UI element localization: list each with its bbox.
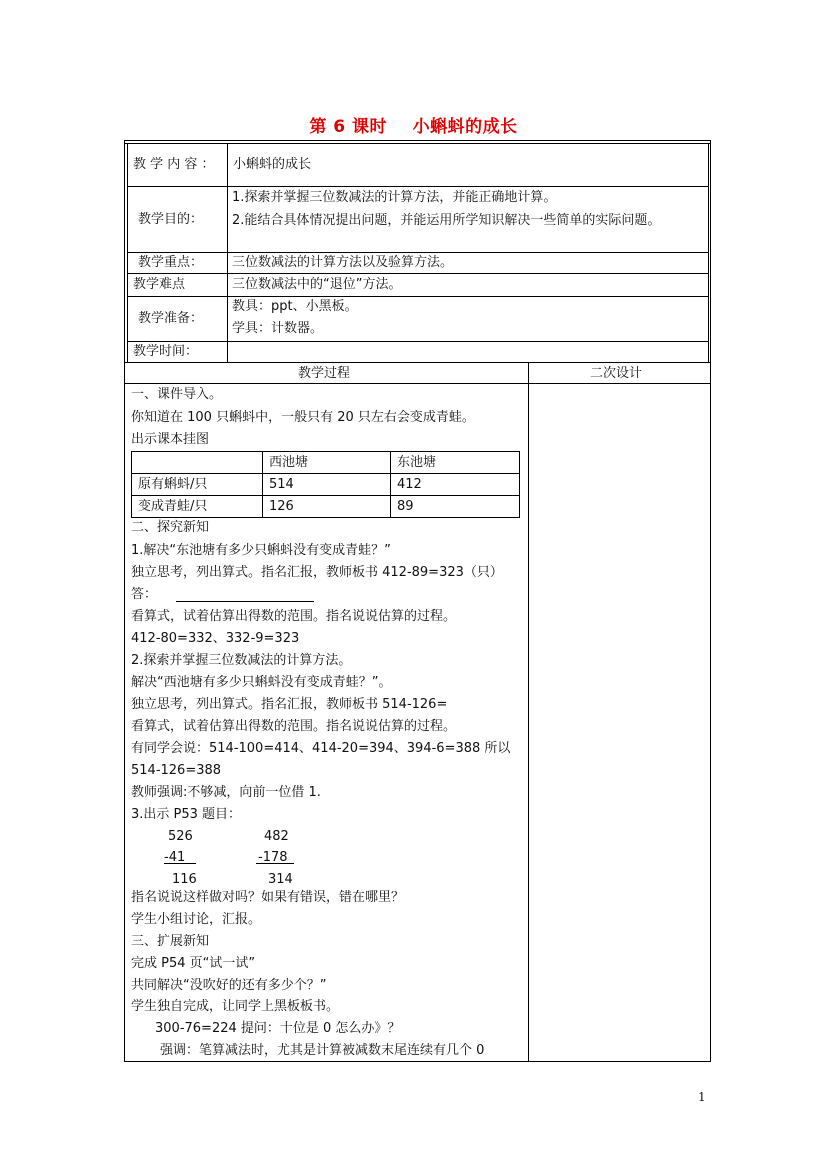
prep-learning-aids: 学具：计数器。	[232, 321, 324, 336]
difficult-label: 教学难点	[133, 277, 186, 292]
tadpole-table-header-west: 西池塘	[269, 455, 309, 470]
calc-b-subtrahend: -178	[258, 850, 288, 865]
section-3-line: 强调：笔算减法时，尤其是计算被减数末尾连续有几个 0	[160, 1043, 485, 1058]
key-value: 三位数减法的计算方法以及验算方法。	[232, 255, 454, 270]
second-design-column-divider	[528, 362, 529, 1062]
tadpole-table-cell: 变成青蛙/只	[138, 499, 208, 514]
section-1-line: 你知道在 100 只蝌蚪中，一般只有 20 只左右会变成青蛙。	[131, 410, 475, 425]
section-2-line: 独立思考，列出算式。指名汇报，教师板书 514-126=	[131, 697, 448, 712]
content-value: 小蝌蚪的成长	[233, 157, 312, 172]
section-2-title: 二、探究新知	[131, 520, 210, 535]
goal-item-1: 1.探索并掌握三位数减法的计算方法，并能正确地计算。	[232, 190, 557, 205]
prep-label: 教学准备：	[138, 311, 204, 326]
section-2-line: 412-80=332、332-9=323	[131, 631, 300, 646]
tadpole-table-header-east: 东池塘	[397, 455, 437, 470]
content-label: 教 学 内 容 ：	[133, 157, 215, 172]
section-3-line: 学生独自完成，让同学上黑板板书。	[131, 999, 340, 1014]
page-number: 1	[698, 1090, 706, 1104]
row-divider	[127, 273, 708, 274]
answer-blank-line	[176, 601, 314, 602]
key-label: 教学重点：	[138, 255, 204, 270]
section-2-line: 教师强调:不够减，向前一位借 1.	[131, 785, 321, 800]
section-2-line: 有同学会说：514-100=414、414-20=394、394-6=388 所以	[131, 741, 511, 756]
section-2-line: 解决“西池塘有多少只蝌蚪没有变成青蛙？”。	[131, 675, 392, 690]
prep-teaching-aids: 教具：ppt、小黑板。	[232, 299, 358, 314]
row-divider	[127, 296, 708, 297]
section-2-line: 看算式，试着估算出得数的范围。指名说说估算的过程。	[131, 609, 457, 624]
section-3-line: 300-76=224 提问：十位是 0 怎么办》？	[155, 1021, 401, 1036]
table-top-double-line	[124, 143, 711, 144]
calc-a-result: 116	[172, 872, 197, 887]
calc-b-rule	[256, 863, 294, 864]
section-2-answer: 答：	[131, 587, 158, 602]
process-column-header: 教学过程	[298, 366, 351, 381]
row-divider	[124, 362, 711, 363]
tadpole-table-cell: 514	[269, 477, 294, 492]
calc-a-rule	[164, 863, 196, 864]
row-divider	[127, 186, 708, 187]
section-2-line: 看算式，试着估算出得数的范围。指名说说估算的过程。	[131, 719, 457, 734]
tadpole-table-col-line	[262, 451, 263, 518]
section-3-line: 完成 P54 页“试一试”	[131, 956, 256, 971]
time-label: 教学时间：	[133, 344, 199, 359]
second-design-column-header: 二次设计	[590, 366, 643, 381]
lesson-title: 第 6 课时 小蝌蚪的成长	[309, 117, 518, 137]
section-2-line: 514-126=388	[131, 763, 222, 778]
tadpole-table-row-line	[131, 473, 520, 474]
section-2-line: 3.出示 P53 题目：	[131, 807, 242, 822]
section-1-title: 一、课件导入。	[131, 387, 223, 402]
tadpole-table-cell: 原有蝌蚪/只	[138, 477, 208, 492]
calc-b-minuend: 482	[264, 829, 289, 844]
calc-a-subtrahend: -41	[164, 850, 186, 865]
goal-label: 教学目的：	[138, 212, 204, 227]
tadpole-table-cell: 89	[397, 499, 414, 514]
section-1-line: 出示课本挂图	[131, 432, 210, 447]
row-divider	[127, 341, 708, 342]
tadpole-table-cell: 412	[397, 477, 422, 492]
section-2-line: 1.解决“东池塘有多少只蝌蚪没有变成青蛙？”	[131, 543, 391, 558]
section-2-line: 2.探索并掌握三位数减法的计算方法。	[131, 653, 352, 668]
tadpole-table-col-line	[390, 451, 391, 518]
section-2-line: 指名说说这样做对吗？如果有错误，错在哪里？	[131, 890, 405, 905]
section-3-line: 共同解决“没吹好的还有多少个？”	[131, 978, 327, 993]
tadpole-table-row-line	[131, 495, 520, 496]
section-3-title: 三、扩展新知	[131, 934, 210, 949]
calc-a-minuend: 526	[168, 829, 193, 844]
tadpole-table-cell: 126	[269, 499, 294, 514]
calc-b-result: 314	[268, 872, 293, 887]
row-divider	[124, 383, 711, 384]
inner-right-line	[708, 143, 709, 362]
difficult-value: 三位数减法中的“退位”方法。	[232, 277, 402, 292]
section-2-line: 学生小组讨论，汇报。	[131, 912, 262, 927]
row-divider	[127, 252, 708, 253]
goal-item-2: 2.能结合具体情况提出问题，并能运用所学知识解决一些简单的实际问题。	[232, 213, 661, 228]
section-2-line: 独立思考，列出算式。指名汇报，教师板书 412-89=323（只）	[131, 565, 503, 580]
